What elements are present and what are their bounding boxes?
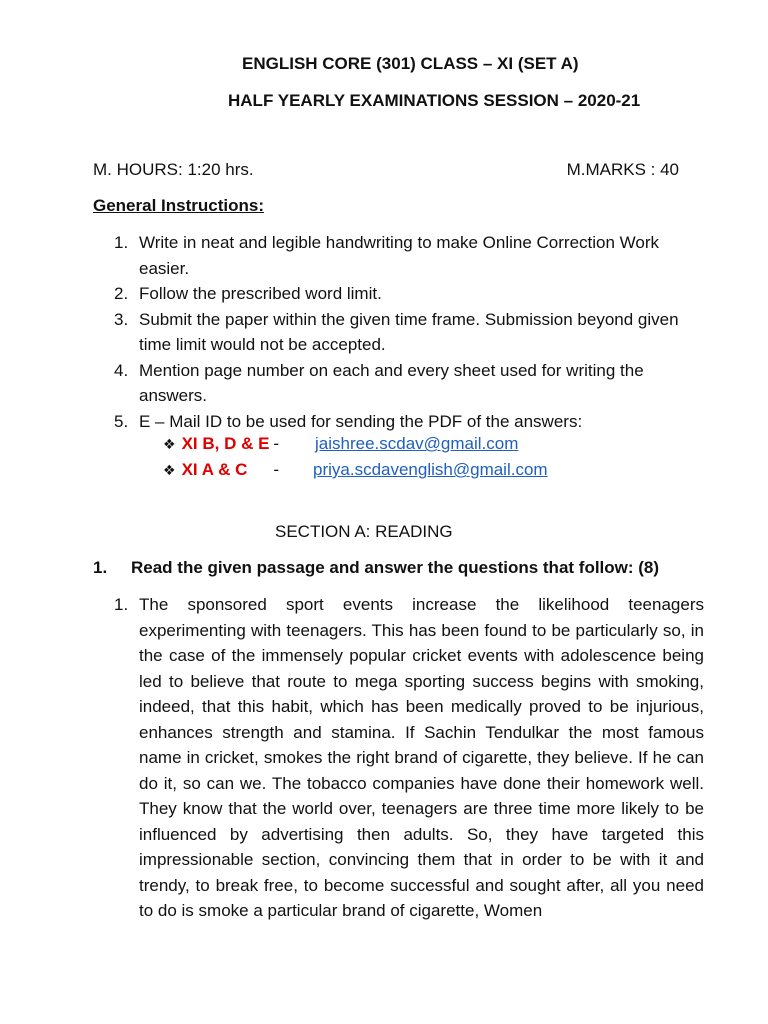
instruction-text: Follow the prescribed word limit.: [139, 284, 382, 303]
separator: -: [273, 460, 280, 479]
instruction-item: [114, 409, 704, 435]
email-link[interactable]: jaishree.scdav@gmail.com: [315, 434, 519, 453]
class-label: XI A & C: [181, 460, 248, 479]
paper-title: ENGLISH CORE (301) CLASS – XI (SET A): [242, 54, 579, 73]
instruction-item: [114, 281, 704, 307]
diamond-bullet-icon: ❖: [163, 436, 176, 452]
email-entry: [163, 434, 519, 454]
section-heading: SECTION A: READING: [275, 522, 453, 541]
instruction-text: Write in neat and legible handwriting to make Online Correction Work easier.: [139, 233, 660, 278]
session-title: HALF YEARLY EXAMINATIONS SESSION – 2020-21: [228, 91, 641, 110]
instruction-number: 3.: [114, 309, 129, 329]
diamond-bullet-icon: ❖: [163, 462, 176, 478]
reading-passage: [114, 592, 704, 924]
question-number: 1.: [93, 558, 108, 577]
instruction-text: Submit the paper within the given time frame. Submission beyond given time limit would not be accepted.: [139, 309, 679, 354]
email-link[interactable]: priya.scdavenglish@gmail.com: [313, 460, 548, 479]
separator: -: [273, 434, 280, 453]
instruction-item: [114, 307, 704, 358]
passage-text: The sponsored sport events increase the likelihood teenagers experimenting with teenagers. This has been found to be particularly so, in the case of the immensely popular cricket events with adolescence being led to believe that route to mega sporting success begins with smoking, indeed, that this habit, which has been medically proved to be injurious, enhances strength and stamina. If Sachin Tendulkar the most famous name in cricket, smokes the right brand of cigarette, they believe. If he can do it, so can we. The tobacco companies have done their homework well. They know that the world over, teenagers are three time more likely to be influenced by advertising then adults. So, they have targeted this impressionable section, convincing them that in order to be with it and trendy, to break free, to become successful and sought after, all you need to do is smoke a particular brand of cigarette, Women: [139, 595, 704, 920]
instruction-text: E – Mail ID to be used for sending the PDF of the answers:: [139, 411, 583, 431]
instruction-item: [114, 230, 704, 281]
passage-number: 1.: [114, 595, 129, 614]
email-entry: [163, 460, 548, 480]
instruction-item: [114, 358, 704, 409]
question-text: Read the given passage and answer the questions that follow: (8): [131, 558, 660, 577]
max-hours: M. HOURS: 1:20 hrs.: [93, 160, 254, 179]
max-marks: M.MARKS : 40: [566, 160, 679, 179]
instructions-list: [114, 230, 704, 434]
instruction-number: 5.: [114, 411, 129, 431]
instruction-number: 4.: [114, 360, 129, 380]
exam-meta: [93, 160, 679, 180]
class-label: XI B, D & E: [181, 434, 270, 453]
instructions-heading: General Instructions:: [93, 196, 264, 215]
instruction-number: 2.: [114, 284, 129, 303]
instruction-text: Mention page number on each and every sheet used for writing the answers.: [139, 360, 644, 405]
instruction-number: 1.: [114, 233, 129, 252]
question-heading: [93, 558, 659, 578]
